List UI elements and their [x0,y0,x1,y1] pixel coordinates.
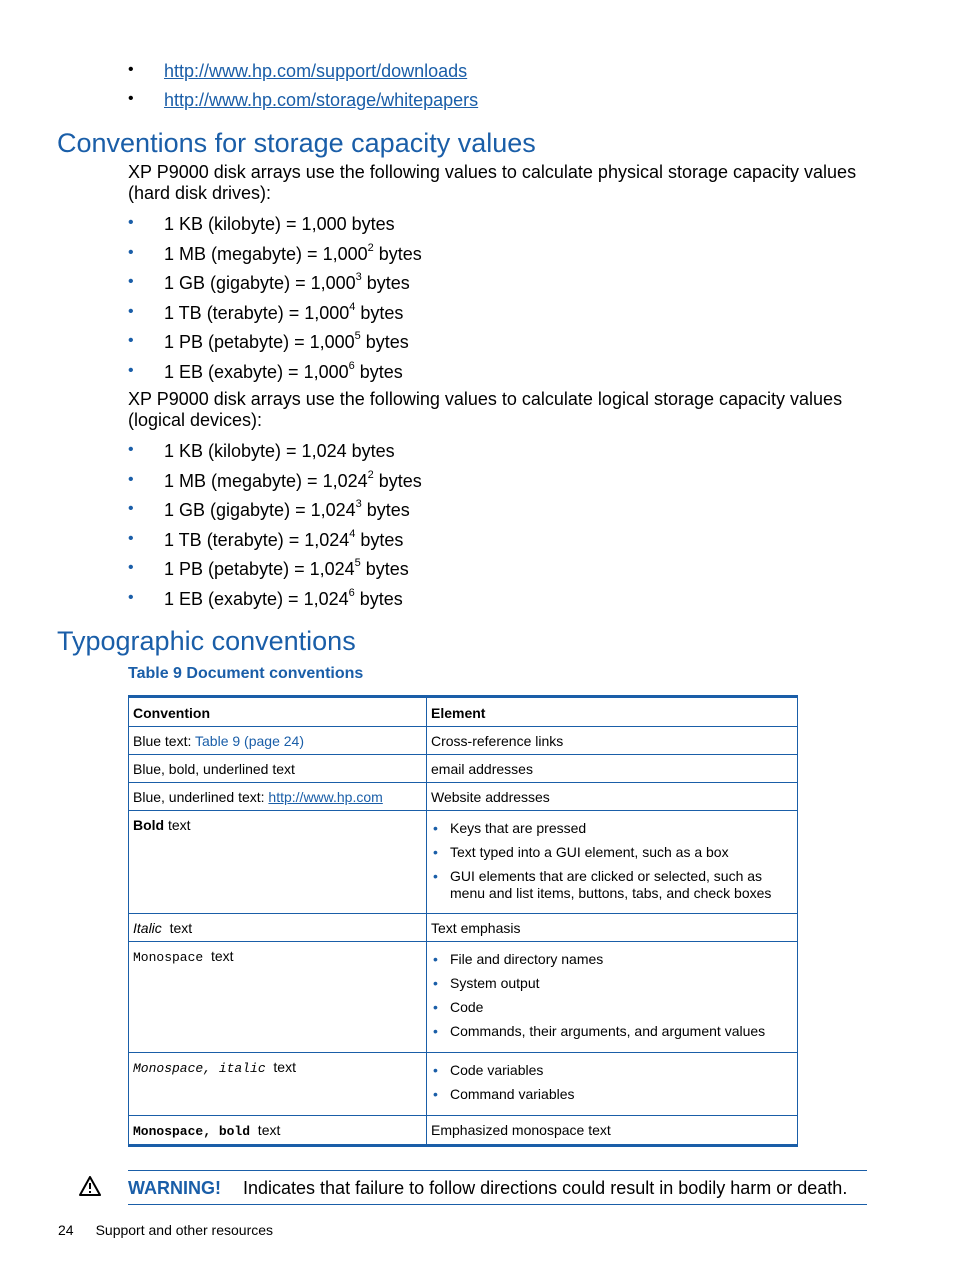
table-row [129,914,798,942]
exponent: 5 [354,330,361,343]
list-item: • Commands, their arguments, and argument values [431,1023,793,1040]
list-item: • Command variables [431,1086,793,1103]
website-link[interactable]: http://www.hp.com [268,789,383,805]
capacity-value [164,243,422,265]
exponent: 6 [348,360,355,372]
unit-text: bytes [360,332,409,353]
table-cell [427,1053,798,1116]
unit-text: bytes [361,500,410,521]
exponent: 4 [349,527,356,540]
cell-text: text [203,948,234,964]
column-header: Convention [129,697,427,727]
capacity-value [164,470,422,492]
table-row [129,942,798,1053]
bullet: • [128,302,134,320]
warning-label: WARNING! [128,1178,221,1198]
bullet: • [128,273,134,291]
capacity-value [164,361,403,383]
capacity-value [164,302,403,324]
cell-text: Blue text: [133,733,196,749]
table-header-row [129,697,798,727]
table-caption: Table 9 Document conventions [128,665,364,682]
list-item: • System output [431,975,793,992]
cell-text: text [164,817,191,833]
unit-text: bytes [361,273,410,294]
unit-text: bytes [360,559,409,580]
capacity-value [164,529,403,551]
cell-text: text [161,920,193,936]
table-cell [427,811,798,914]
table-row [129,811,798,914]
value-text: 1 GB (gigabyte) = 1,000 [164,273,356,294]
unit-text: bytes [373,243,422,264]
bullet: • [128,362,134,379]
table-cell [129,783,427,811]
bullet: • [128,589,134,606]
list-item: • Code [431,999,793,1016]
section-heading: Conventions for storage capacity values [57,128,536,158]
italic-sample: Italic [133,920,162,936]
value-text: 1 PB (petabyte) = 1,000 [164,332,355,353]
list-item: • Text typed into a GUI element, such as a box [431,844,793,861]
value-text: 1 EB (exabyte) = 1,000 [164,362,349,382]
table-cell: Website addresses [427,783,798,811]
table-cell [129,811,427,914]
bullet: • [128,529,134,547]
logical-intro: XP P9000 disk arrays use the following values to calculate logical storage capacity values (logical devices): [128,389,843,430]
value-text: 1 PB (petabyte) = 1,024 [164,559,355,580]
value-text: 1 EB (exabyte) = 1,024 [164,589,349,609]
table-cell: Blue, bold, underlined text [129,755,427,783]
bullet-list [431,951,793,1040]
value-text: 1 TB (terabyte) = 1,000 [164,302,350,323]
capacity-value [164,213,395,235]
table-cell [129,1053,427,1116]
capacity-value [164,558,409,580]
monospace-bold-sample: Monospace, bold [133,1124,251,1139]
exponent: 3 [355,498,362,511]
capacity-value [164,588,403,610]
exponent: 5 [354,557,361,570]
table-cell: Cross-reference links [427,727,798,755]
bullet: • [128,500,134,518]
table-row [129,727,798,755]
exponent: 6 [348,587,355,599]
downloads-link[interactable]: http://www.hp.com/support/downloads [164,61,468,81]
list-item: • GUI elements that are clicked or selected, such as menu and list items, buttons, tabs, and check boxes [431,868,793,902]
table-cell [129,942,427,1053]
value-text: 1 GB (gigabyte) = 1,024 [164,500,356,521]
warning-icon [79,1176,101,1196]
warning-text: Indicates that failure to follow directions could result in bodily harm or death. [243,1178,848,1198]
list-item: • File and directory names [431,951,793,968]
table-row [129,755,798,783]
value-text: 1 KB (kilobyte) = 1,024 bytes [164,441,395,461]
value-text: 1 KB (kilobyte) = 1,000 bytes [164,214,395,234]
bullet: • [128,90,134,107]
section-heading: Typographic conventions [57,626,356,656]
table-cell: email addresses [427,755,798,783]
unit-text: bytes [355,302,404,323]
value-text: 1 TB (terabyte) = 1,024 [164,529,350,550]
physical-intro: XP P9000 disk arrays use the following values to calculate physical storage capacity values (hard disk drives): [128,162,857,203]
value-text: 1 MB (megabyte) = 1,000 [164,243,368,264]
warning-note [128,1177,847,1199]
exponent: 4 [349,300,356,313]
bullet-list [431,820,793,902]
page-number: 24 [58,1222,74,1238]
unit-text: bytes [354,589,403,609]
bullet: • [128,470,134,488]
table-cell: Emphasized monospace text [427,1116,798,1146]
capacity-value [164,440,395,462]
table-cell: Text emphasis [427,914,798,942]
table-row [129,1053,798,1116]
list-item: • Keys that are pressed [431,820,793,837]
bold-sample: Bold [133,817,165,833]
bullet: • [128,61,134,78]
unit-text: bytes [354,362,403,382]
cell-text: text [265,1059,296,1075]
capacity-value [164,499,410,521]
page-footer [58,1222,273,1238]
unit-text: bytes [373,470,422,491]
column-header: Element [427,697,798,727]
exponent: 2 [367,241,374,254]
exponent: 3 [355,271,362,284]
conventions-table [128,695,798,1147]
unit-text: bytes [355,529,404,550]
divider [128,1170,867,1171]
bullet: • [128,243,134,261]
capacity-value [164,272,410,294]
footer-title: Support and other resources [95,1222,274,1238]
value-text: 1 MB (megabyte) = 1,024 [164,470,368,491]
table-cell [129,1116,427,1146]
exponent: 2 [367,468,374,481]
table-cell [129,914,427,942]
cross-reference-link[interactable]: Table 9 (page 24) [195,733,304,749]
table-row [129,783,798,811]
table-cell [427,942,798,1053]
bullet-list [431,1062,793,1103]
divider [128,1204,867,1205]
list-item: • Code variables [431,1062,793,1079]
monospace-italic-sample: Monospace, italic [133,1061,266,1076]
cell-text: Blue, underlined text: [133,789,269,805]
monospace-sample: Monospace [133,950,204,965]
table-cell [129,727,427,755]
whitepapers-link[interactable]: http://www.hp.com/storage/whitepapers [164,90,479,110]
cell-text: text [250,1122,281,1138]
bullet: • [128,214,134,231]
table-row [129,1116,798,1146]
bullet: • [128,559,134,577]
bullet: • [128,441,134,458]
capacity-value [164,331,409,353]
bullet: • [128,332,134,350]
